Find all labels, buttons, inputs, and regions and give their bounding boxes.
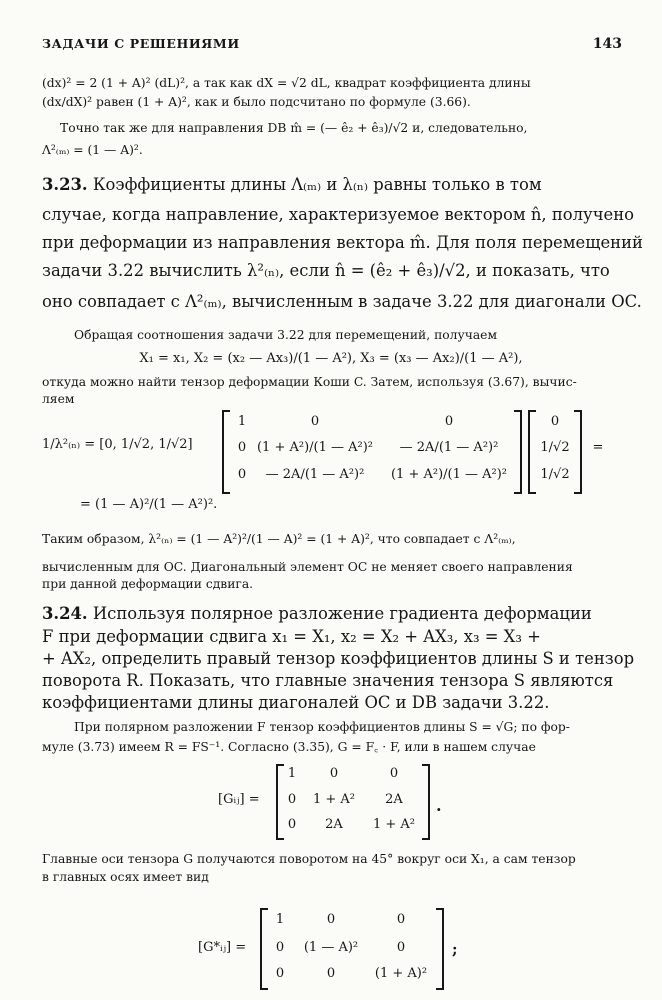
text-line: (dx/dX)² равен (1 + A)², как и было подсчитано по формуле (3.66). <box>42 95 471 109</box>
text-line: Точно так же для направления DB m̂ = (— ê₂ + ê₃)/√2 и, следовательно, <box>60 121 528 135</box>
matrix-cell: 0 <box>287 792 297 807</box>
page-number: 143 <box>592 36 622 52</box>
equation: X₁ = x₁, X₂ = (x₂ — Ax₃)/(1 — A²), X₃ = (x₃ — Ax₂)/(1 — A²), <box>139 351 523 366</box>
matrix-cell: (1 + A)² <box>374 966 428 981</box>
matrix-cell: 0 <box>396 912 406 927</box>
matrix-bracket <box>514 410 522 494</box>
problem-number: 3.24. <box>42 604 88 623</box>
problem-text: поворота R. Показать, что главные значения тензора S являются <box>42 671 614 690</box>
problem-text: F при деформации сдвига x₁ = X₁, x₂ = X₂ + AX₃, x₃ = X₃ + <box>42 627 541 646</box>
equation: = (1 — A)²/(1 — A²)². <box>80 497 218 512</box>
vector-cell: 1/√2 <box>540 467 570 482</box>
problem-text: коэффициентами длины диагоналей OC и DB задачи 3.22. <box>42 693 550 712</box>
matrix-cell: 0 <box>329 766 339 781</box>
text-line: Λ²₍ₘ₎ = (1 — A)². <box>42 143 143 157</box>
problem-text: + AX₂, определить правый тензор коэффициентов длины S и тензор <box>42 649 635 668</box>
matrix-cell: 1 + A² <box>312 792 356 807</box>
text-line: Таким образом, λ²₍ₙ₎ = (1 — A²)²/(1 — A)² = (1 + A)², что совпадает с Λ²₍ₘ₎, <box>42 532 516 546</box>
matrix-cell: 0 <box>275 940 285 955</box>
problem-3-23-line <box>42 175 542 194</box>
matrix-cell: 0 <box>275 966 285 981</box>
text-line: ляем <box>42 392 75 406</box>
matrix-cell: — 2A/(1 — A²)² <box>265 467 365 482</box>
matrix-cell: 0 <box>396 940 406 955</box>
problem-text: при деформации из направления вектора m̂. Для поля перемещений <box>42 233 643 252</box>
matrix-cell: 0 <box>389 766 399 781</box>
matrix-cell: 0 <box>310 414 320 429</box>
running-header: ЗАДАЧИ С РЕШЕНИЯМИ <box>42 36 240 51</box>
problem-text: Используя полярное разложение градиента деформации <box>92 604 592 623</box>
text-line: (dx)² = 2 (1 + A)² (dL)², а так как dX = √2 dL, квадрат коэффициента длины <box>42 76 531 90</box>
problem-3-24-line <box>42 604 592 623</box>
problem-number: 3.23. <box>42 175 88 194</box>
matrix-label: [G*ᵢⱼ] = <box>198 940 247 955</box>
matrix-cell: 2A <box>385 792 403 807</box>
text-line: вычисленным для OC. Диагональный элемент OC не меняет своего направления <box>42 560 573 574</box>
problem-text: задачи 3.22 вычислить λ²₍ₙ₎, если n̂ = (ê₂ + ê₃)/√2, и показать, что <box>42 261 610 280</box>
text-line: При полярном разложении F тензор коэффициентов длины S = √G; по фор- <box>74 720 570 734</box>
equation-lhs: 1/λ²₍ₙ₎ = [0, 1/√2, 1/√2] <box>42 437 193 452</box>
matrix-cell: (1 + A²)/(1 — A²)² <box>256 440 374 455</box>
problem-text: Коэффициенты длины Λ₍ₘ₎ и λ₍ₙ₎ равны только в том <box>92 175 542 194</box>
matrix-cell: (1 — A)² <box>303 940 359 955</box>
vector-cell: 0 <box>550 414 560 429</box>
text-line: Обращая соотношения задачи 3.22 для перемещений, получаем <box>74 328 498 342</box>
semicolon: ; <box>452 940 458 958</box>
period: . <box>436 796 442 815</box>
matrix-cell: 0 <box>326 966 336 981</box>
text-line: при данной деформации сдвига. <box>42 577 254 591</box>
matrix-bracket <box>436 908 444 990</box>
matrix-cell: (1 + A²)/(1 — A²)² <box>390 467 508 482</box>
matrix-cell: 1 <box>275 912 285 927</box>
problem-text: случае, когда направление, характеризуемое вектором n̂, получено <box>42 205 635 224</box>
matrix-cell: 0 <box>287 817 297 832</box>
vector-cell: 1/√2 <box>540 440 570 455</box>
text-line: в главных осях имеет вид <box>42 870 209 884</box>
text-line: муле (3.73) имеем R = FS⁻¹. Согласно (3.35), G = F꜀ · F, или в нашем случае <box>42 740 536 754</box>
problem-text: оно совпадает с Λ²₍ₘ₎, вычисленным в задаче 3.22 для диагонали OC. <box>42 292 642 311</box>
matrix-cell: 1 <box>237 414 247 429</box>
matrix-cell: 0 <box>237 467 247 482</box>
matrix-cell: 0 <box>237 440 247 455</box>
matrix-bracket <box>222 410 230 494</box>
matrix-cell: 0 <box>326 912 336 927</box>
text-line: откуда можно найти тензор деформации Коши C. Затем, используя (3.67), вычис- <box>42 375 577 389</box>
matrix-cell: 2A <box>325 817 343 832</box>
text-line: Главные оси тензора G получаются поворотом на 45° вокруг оси X₁, а сам тензор <box>42 852 576 866</box>
matrix-cell: 1 <box>287 766 297 781</box>
matrix-cell: 0 <box>444 414 454 429</box>
matrix-cell: — 2A/(1 — A²)² <box>399 440 499 455</box>
matrix-cell: 1 + A² <box>372 817 416 832</box>
matrix-label: [Gᵢⱼ] = <box>218 792 260 807</box>
equals-sign: = <box>592 440 604 455</box>
